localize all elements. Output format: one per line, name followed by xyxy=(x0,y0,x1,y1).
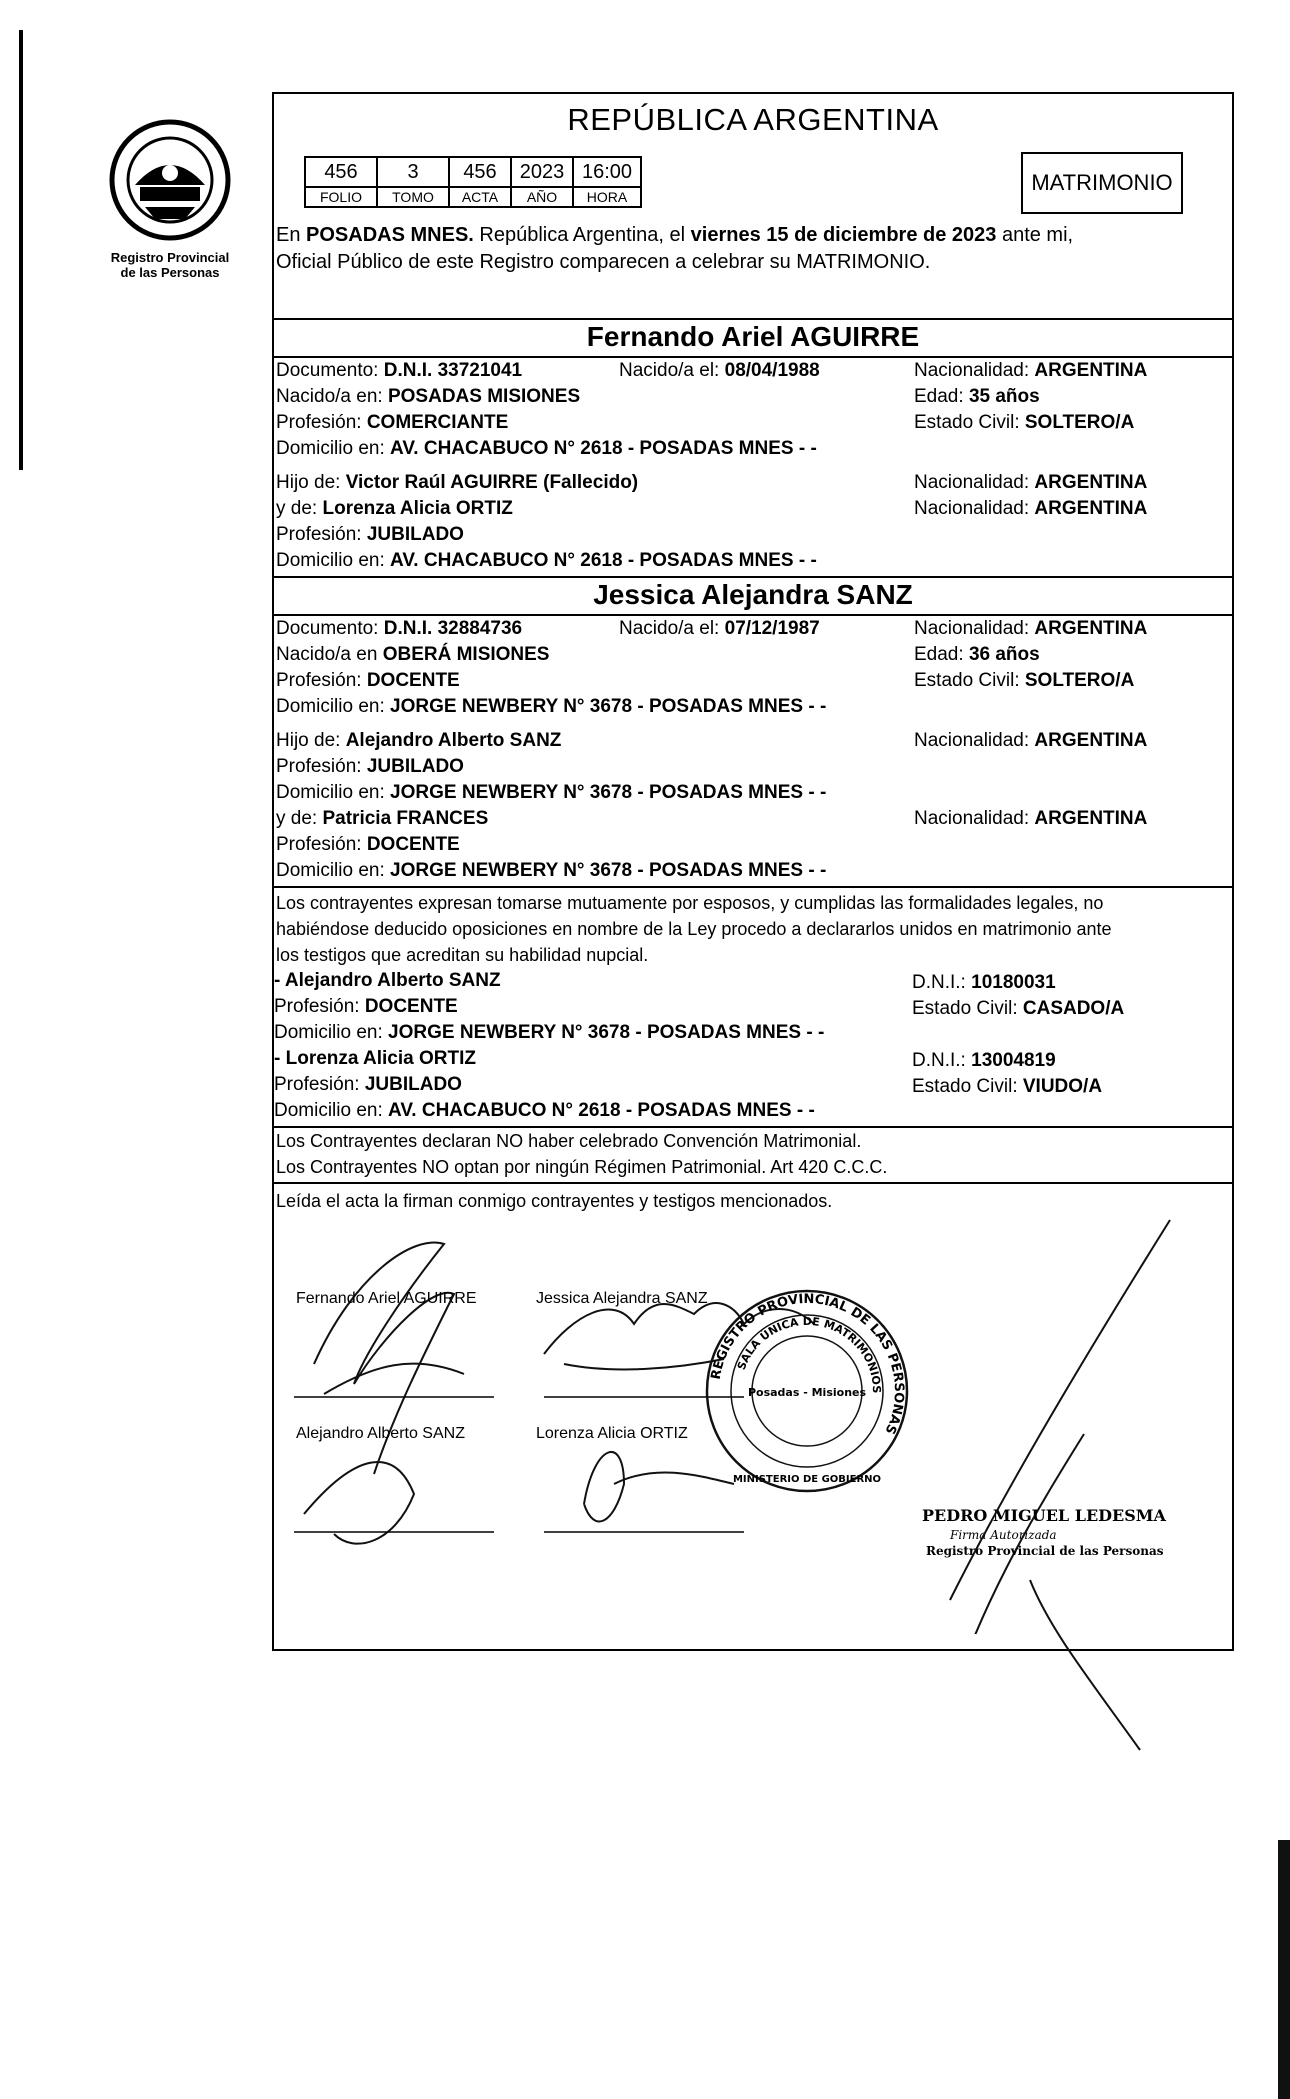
witness2-civil-status xyxy=(912,1074,1102,1100)
value: JORGE NEWBERY N° 3678 - POSADAS MNES - - xyxy=(390,860,827,881)
label: Edad: xyxy=(914,644,969,665)
value: ARGENTINA xyxy=(1034,472,1148,493)
value: VIUDO/A xyxy=(1022,1076,1103,1097)
label: Estado Civil: xyxy=(912,998,1023,1019)
spouse2-age xyxy=(914,642,1040,668)
folio-value: 456 xyxy=(305,157,377,187)
value: D.N.I. 33721041 xyxy=(383,360,523,381)
witness2-dni xyxy=(912,1048,1056,1074)
convention-line-2: Los Contrayentes NO optan por ningún Régimen Patrimonial. Art 420 C.C.C. xyxy=(276,1157,888,1177)
intro-line-2: Oficial Público de este Registro comparecen a celebrar su MATRIMONIO. xyxy=(276,251,931,273)
value: JUBILADO xyxy=(364,1074,462,1095)
label: y de: xyxy=(276,498,323,519)
closing-statement: Leída el acta la firman conmigo contrayentes y testigos mencionados. xyxy=(276,1191,833,1211)
logo-caption-line2: de las Personas xyxy=(120,265,220,280)
value: DOCENTE xyxy=(366,670,460,691)
label: Profesión: xyxy=(276,412,367,433)
spouse2-address xyxy=(276,694,826,720)
signature-label-witness1: Alejandro Alberto SANZ xyxy=(296,1425,465,1442)
label: Domicilio en: xyxy=(276,550,391,571)
value: SOLTERO/A xyxy=(1024,670,1135,691)
value: 10180031 xyxy=(971,972,1056,993)
witness1-name xyxy=(274,968,501,994)
intro-text: En xyxy=(276,224,307,246)
spouse1-birthdate xyxy=(619,358,820,384)
label: Nacionalidad: xyxy=(914,618,1035,639)
witness1-address xyxy=(274,1020,824,1046)
label: Domicilio en: xyxy=(276,438,391,459)
value: DOCENTE xyxy=(366,834,460,855)
value: JUBILADO xyxy=(366,524,464,545)
stamp-ring-text: REGISTRO PROVINCIAL DE LAS PERSONAS xyxy=(708,1291,907,1437)
registry-table xyxy=(304,156,642,208)
label: Domicilio en: xyxy=(274,1022,389,1043)
value: 07/12/1987 xyxy=(724,618,820,639)
label: Nacido/a el: xyxy=(619,618,725,639)
acta-label: ACTA xyxy=(449,187,511,207)
value: JUBILADO xyxy=(366,756,464,777)
declaration-line-3: los testigos que acreditan su habilidad nupcial. xyxy=(276,945,649,965)
left-margin-bar xyxy=(19,30,23,470)
hora-value: 16:00 xyxy=(573,157,641,187)
label: Nacionalidad: xyxy=(914,730,1035,751)
spouse1-mother-nationality xyxy=(914,496,1147,522)
spouse2-birthdate xyxy=(619,616,820,642)
stamp-center-text: Posadas - Misiones xyxy=(747,1386,867,1399)
value: 13004819 xyxy=(971,1050,1056,1071)
label: Documento: xyxy=(276,618,384,639)
spouse2-civil-status xyxy=(914,668,1134,694)
value: DOCENTE xyxy=(364,996,458,1017)
label: Nacionalidad: xyxy=(914,498,1035,519)
witness2-name xyxy=(274,1046,476,1072)
value: SOLTERO/A xyxy=(1024,412,1135,433)
witness1-dni xyxy=(912,970,1056,996)
spouse1-age xyxy=(914,384,1040,410)
intro-place: POSADAS MNES. xyxy=(306,224,474,246)
value: Patricia FRANCES xyxy=(322,808,489,829)
value: COMERCIANTE xyxy=(366,412,509,433)
signature-label-spouse2: Jessica Alejandra SANZ xyxy=(536,1290,708,1307)
spouse1-profession xyxy=(276,410,508,436)
label: D.N.I.: xyxy=(912,1050,972,1071)
value: POSADAS MISIONES xyxy=(387,386,581,407)
value: - Lorenza Alicia ORTIZ xyxy=(274,1048,476,1069)
official-role: Firma Autorizada xyxy=(950,1528,1057,1542)
label: Profesión: xyxy=(274,996,365,1017)
label: Profesión: xyxy=(276,524,367,545)
spouse2-name: Jessica Alejandra SANZ xyxy=(593,579,913,610)
label: Profesión: xyxy=(274,1074,365,1095)
label: y de: xyxy=(276,808,323,829)
value: 08/04/1988 xyxy=(724,360,820,381)
value: Victor Raúl AGUIRRE (Fallecido) xyxy=(345,472,639,493)
value: AV. CHACABUCO N° 2618 - POSADAS MNES - - xyxy=(390,550,817,571)
stamp-inner-text: SALA ÚNICA DE MATRIMONIOS xyxy=(734,1314,884,1394)
spouse1-father-nationality xyxy=(914,470,1147,496)
label: Nacionalidad: xyxy=(914,360,1035,381)
acta-value: 456 xyxy=(449,157,511,187)
value: JORGE NEWBERY N° 3678 - POSADAS MNES - - xyxy=(390,696,827,717)
intro-date: viernes 15 de diciembre de 2023 xyxy=(690,224,997,246)
province-seal-logo xyxy=(105,115,235,245)
spouse2-birthplace xyxy=(276,642,550,668)
spouse1-address xyxy=(276,436,817,462)
label: Nacido/a en xyxy=(276,644,383,665)
spouse2-mother xyxy=(276,806,488,832)
label: Estado Civil: xyxy=(914,670,1025,691)
spouse1-document xyxy=(276,358,522,384)
folio-label: FOLIO xyxy=(305,187,377,207)
label: Nacido/a el: xyxy=(619,360,725,381)
value: ARGENTINA xyxy=(1034,618,1148,639)
label: Nacido/a en: xyxy=(276,386,388,407)
label: Profesión: xyxy=(276,756,367,777)
right-margin-bar xyxy=(1278,1840,1290,2099)
spouse1-civil-status xyxy=(914,410,1134,436)
official-signature xyxy=(940,1200,1180,1760)
spouse2-mother-nationality xyxy=(914,806,1147,832)
value: ARGENTINA xyxy=(1034,808,1148,829)
value: D.N.I. 32884736 xyxy=(383,618,523,639)
value: Lorenza Alicia ORTIZ xyxy=(322,498,513,519)
spouse1-parents-profession xyxy=(276,522,464,548)
value: AV. CHACABUCO N° 2618 - POSADAS MNES - - xyxy=(388,1100,815,1121)
official-office: Registro Provincial de las Personas xyxy=(926,1544,1164,1558)
spouse2-mother-profession xyxy=(276,832,460,858)
label: Domicilio en: xyxy=(276,696,391,717)
document-title: REPÚBLICA ARGENTINA xyxy=(567,102,939,137)
value: ARGENTINA xyxy=(1034,498,1148,519)
signature-label-witness2: Lorenza Alicia ORTIZ xyxy=(536,1425,688,1442)
label: Nacionalidad: xyxy=(914,472,1035,493)
label: Hijo de: xyxy=(276,730,346,751)
divider xyxy=(274,318,1232,320)
label: Hijo de: xyxy=(276,472,346,493)
label: Estado Civil: xyxy=(914,412,1025,433)
logo-caption-line1: Registro Provincial xyxy=(110,250,230,265)
witness2-profession xyxy=(274,1072,462,1098)
stamp-bottom-text: MINISTERIO DE GOBIERNO xyxy=(732,1474,882,1485)
label: Estado Civil: xyxy=(912,1076,1023,1097)
label: Edad: xyxy=(914,386,969,407)
spouse2-nationality xyxy=(914,616,1147,642)
intro-text: República Argentina, el xyxy=(473,224,691,246)
spouse2-profession xyxy=(276,668,460,694)
value: AV. CHACABUCO N° 2618 - POSADAS MNES - - xyxy=(390,438,817,459)
anio-label: AÑO xyxy=(511,187,573,207)
spouse2-document xyxy=(276,616,522,642)
convention-line-1: Los Contrayentes declaran NO haber celebrado Convención Matrimonial. xyxy=(276,1131,862,1151)
label: Documento: xyxy=(276,360,384,381)
label: Nacionalidad: xyxy=(914,808,1035,829)
official-name: PEDRO MIGUEL LEDESMA xyxy=(922,1506,1166,1525)
spouse2-father-nationality xyxy=(914,728,1147,754)
hora-label: HORA xyxy=(573,187,641,207)
spouse1-birthplace xyxy=(276,384,580,410)
divider xyxy=(274,886,1232,888)
spouse2-father-address xyxy=(276,780,826,806)
spouse1-name: Fernando Ariel AGUIRRE xyxy=(586,321,920,352)
value: - Alejandro Alberto SANZ xyxy=(274,970,501,991)
label: Domicilio en: xyxy=(276,782,391,803)
witness1-civil-status xyxy=(912,996,1124,1022)
spouse2-father xyxy=(276,728,561,754)
divider xyxy=(274,1182,1232,1184)
value: JORGE NEWBERY N° 3678 - POSADAS MNES - - xyxy=(388,1022,825,1043)
signature-label-spouse1: Fernando Ariel AGUIRRE xyxy=(296,1290,477,1307)
spouse1-nationality xyxy=(914,358,1147,384)
spouse1-father xyxy=(276,470,638,496)
spouse2-mother-address xyxy=(276,858,826,884)
value: CASADO/A xyxy=(1022,998,1125,1019)
spouse1-parents-address xyxy=(276,548,817,574)
spouse1-mother xyxy=(276,496,513,522)
value: ARGENTINA xyxy=(1034,730,1148,751)
intro-line-1 xyxy=(276,222,1073,248)
witness2-address xyxy=(274,1098,815,1124)
label: Profesión: xyxy=(276,670,367,691)
value: 36 años xyxy=(968,644,1040,665)
declaration-line-2: habiéndose deducido oposiciones en nombre de la Ley procedo a declararlos unidos en matrimonio ante xyxy=(276,919,1112,939)
act-type-box: MATRIMONIO xyxy=(1021,152,1183,214)
tomo-value: 3 xyxy=(377,157,449,187)
label: D.N.I.: xyxy=(912,972,972,993)
value: Alejandro Alberto SANZ xyxy=(345,730,562,751)
value: JORGE NEWBERY N° 3678 - POSADAS MNES - - xyxy=(390,782,827,803)
value: OBERÁ MISIONES xyxy=(382,644,550,665)
value: 35 años xyxy=(968,386,1040,407)
logo-caption xyxy=(85,250,255,280)
divider xyxy=(274,576,1232,578)
value: ARGENTINA xyxy=(1034,360,1148,381)
registry-stamp xyxy=(702,1286,912,1496)
witness1-profession xyxy=(274,994,458,1020)
intro-text: ante mi, xyxy=(996,224,1074,246)
label: Domicilio en: xyxy=(274,1100,389,1121)
spouse2-father-profession xyxy=(276,754,464,780)
tomo-label: TOMO xyxy=(377,187,449,207)
label: Profesión: xyxy=(276,834,367,855)
declaration-line-1: Los contrayentes expresan tomarse mutuamente por esposos, y cumplidas las formalidades legales, no xyxy=(276,893,1104,913)
anio-value: 2023 xyxy=(511,157,573,187)
label: Domicilio en: xyxy=(276,860,391,881)
